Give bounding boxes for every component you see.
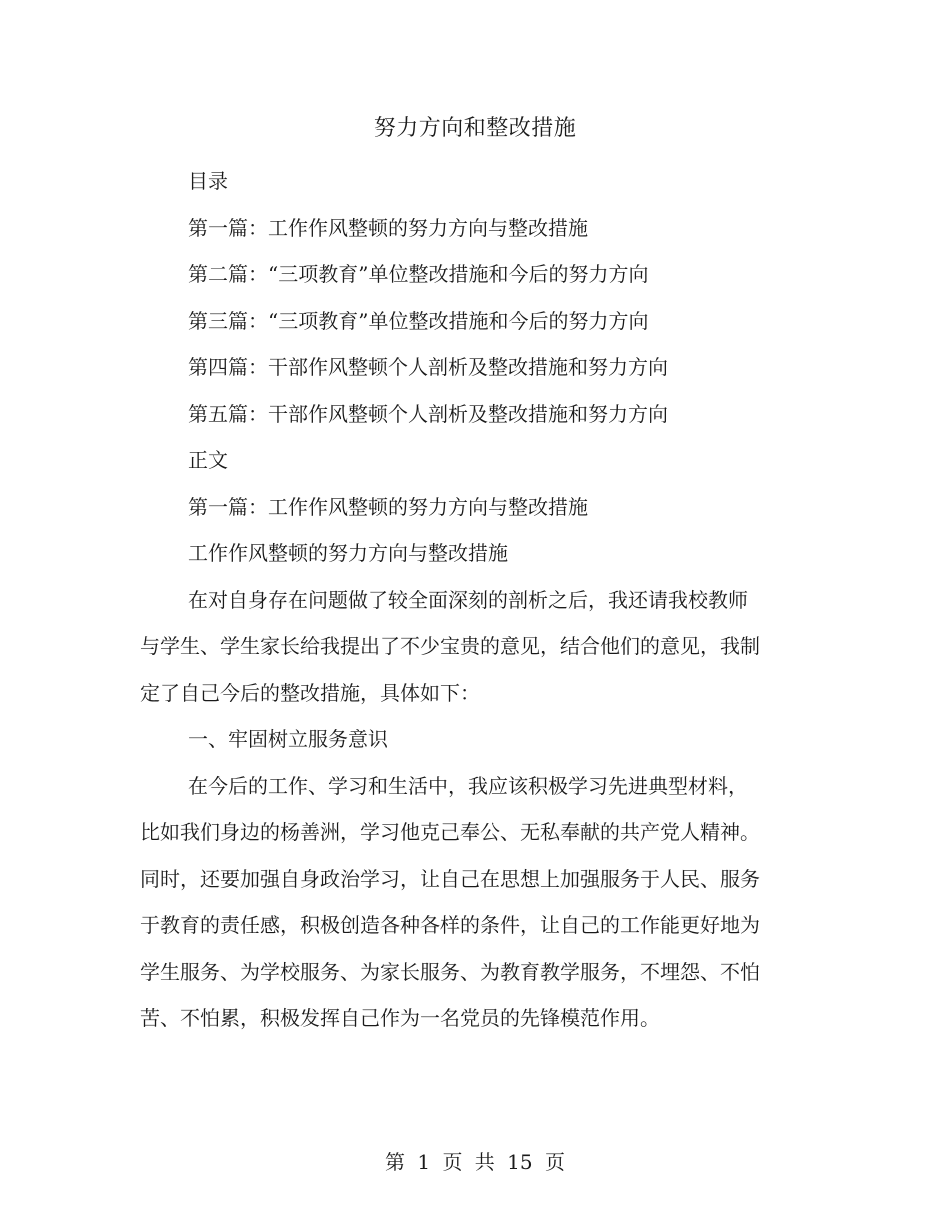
toc-item-1: 第一篇：工作作风整顿的努力方向与整改措施 xyxy=(188,215,588,240)
section-heading: 一、牢固树立服务意识 xyxy=(188,727,388,751)
toc-item-2: 第二篇：“三项教育”单位整改措施和今后的努力方向 xyxy=(188,262,649,286)
document-title: 努力方向和整改措施 xyxy=(373,116,577,141)
toc-heading: 目录 xyxy=(188,169,228,193)
toc-item-3: 第三篇：“三项教育”单位整改措施和今后的努力方向 xyxy=(188,308,649,333)
toc-item-5: 第五篇：干部作风整顿个人剖析及整改措施和努力方向 xyxy=(188,401,668,426)
paragraph-body: 在今后的工作、学习和生活中，我应该积极学习先进典型材料，比如我们身边的杨善洲，学习他克己奉公、无私奉献的共产党人精神。同时，还要加强自身政治学习，让自己在思想上加强服务于人民、服务于教育的责任感，积极创造各种各样的条件，让自己的工作能更好地为学生服务、为学校服务、为家长服务、为教育教学服务，不埋怨、不怕苦、不怕累，积极发挥自己作为一名党员的先锋模范作用。 xyxy=(140,773,760,1030)
page-number-footer: 第 1 页 共 15 页 xyxy=(385,1150,565,1174)
body-heading: 正文 xyxy=(188,448,228,472)
chapter-title: 工作作风整顿的努力方向与整改措施 xyxy=(188,541,508,565)
paragraph-intro: 在对自身存在问题做了较全面深刻的剖析之后，我还请我校教师与学生、学生家长给我提出了不少宝贵的意见，结合他们的意见，我制定了自己今后的整改措施，具体如下： xyxy=(140,587,760,705)
document-content xyxy=(140,158,760,1042)
chapter-heading: 第一篇：工作作风整顿的努力方向与整改措施 xyxy=(188,494,588,519)
toc-item-4: 第四篇：干部作风整顿个人剖析及整改措施和努力方向 xyxy=(188,355,668,379)
